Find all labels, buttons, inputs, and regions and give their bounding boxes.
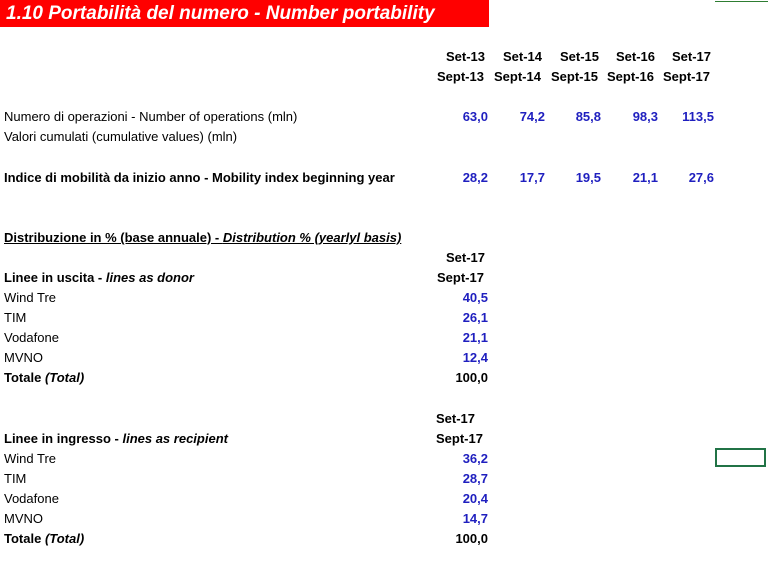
mobility-value: 27,6: [688, 170, 714, 185]
donor-row-name: Wind Tre: [4, 290, 57, 305]
recipient-row-name: TIM: [4, 471, 27, 486]
donor-row-value: 12,4: [462, 350, 488, 365]
operations-value: 85,8: [575, 109, 601, 124]
donor-row-name: TIM: [4, 310, 27, 325]
recipient-row-value: 20,4: [462, 491, 488, 506]
period-header-it: Set-17: [672, 49, 712, 64]
recipient-row-name: MVNO: [4, 511, 43, 526]
donor-total-en: (Total): [44, 370, 85, 385]
mobility-value: 28,2: [462, 170, 488, 185]
mobility-label: Indice di mobilità da inizio anno - Mobility index beginning year: [4, 170, 395, 185]
period-header-it: Set-16: [616, 49, 656, 64]
operations-label: Numero di operazioni - Number of operations (mln): [4, 109, 298, 124]
operations-value: 113,5: [682, 109, 714, 124]
donor-label-en: lines as donor: [105, 270, 194, 285]
donor-row-name: Vodafone: [4, 330, 59, 345]
recipient-row-value: 28,7: [462, 471, 488, 486]
mobility-value: 17,7: [519, 170, 545, 185]
recipient-total-en: (Total): [44, 531, 85, 546]
donor-section-label: [4, 270, 194, 286]
operations-value: 63,0: [462, 109, 488, 124]
period-header-en: Sept-13: [437, 69, 484, 84]
recipient-section-label: [4, 431, 228, 447]
page-title: 1.10 Portabilità del numero - Number portability: [6, 3, 435, 24]
recipient-row-name: Vodafone: [4, 491, 59, 506]
donor-row-value: 21,1: [462, 330, 488, 345]
recipient-row-name: Wind Tre: [4, 451, 57, 466]
operations-value: 74,2: [519, 109, 545, 124]
recipient-row-value: 14,7: [462, 511, 488, 526]
recipient-total-it: Totale: [4, 531, 45, 546]
distribution-title: [4, 230, 401, 246]
donor-period-it: Set-17: [446, 250, 486, 265]
recipient-period-en: Sept-17: [436, 431, 483, 446]
mobility-value: 19,5: [575, 170, 601, 185]
recipient-period-it: Set-17: [436, 411, 476, 426]
period-header-it: Set-13: [446, 49, 486, 64]
selected-cell[interactable]: [715, 448, 766, 467]
donor-total-label: [4, 370, 84, 386]
operations-value: 98,3: [632, 109, 658, 124]
recipient-label-en: lines as recipient: [122, 431, 228, 446]
distribution-title-it: Distribuzione in % (base annuale) -: [4, 230, 223, 245]
period-header-en: Sept-15: [551, 69, 598, 84]
period-header-it: Set-14: [503, 49, 543, 64]
mobility-value: 21,1: [632, 170, 658, 185]
cell-border-line: [715, 1, 768, 2]
operations-sublabel: Valori cumulati (cumulative values) (mln): [4, 129, 238, 144]
title-banner: [0, 0, 489, 27]
donor-total-it: Totale: [4, 370, 45, 385]
donor-row-name: MVNO: [4, 350, 43, 365]
donor-row-value: 40,5: [462, 290, 488, 305]
period-header-it: Set-15: [560, 49, 600, 64]
recipient-row-value: 36,2: [462, 451, 488, 466]
period-header-en: Sept-17: [663, 69, 710, 84]
period-header-en: Sept-14: [494, 69, 541, 84]
donor-period-en: Sept-17: [437, 270, 484, 285]
donor-total-value: 100,0: [455, 370, 488, 385]
donor-label-it: Linee in uscita -: [4, 270, 106, 285]
period-header-en: Sept-16: [607, 69, 654, 84]
recipient-label-it: Linee in ingresso -: [4, 431, 123, 446]
recipient-total-label: [4, 531, 84, 547]
recipient-total-value: 100,0: [455, 531, 488, 546]
distribution-title-en: Distribution % (yearlyl basis): [222, 230, 402, 245]
donor-row-value: 26,1: [462, 310, 488, 325]
